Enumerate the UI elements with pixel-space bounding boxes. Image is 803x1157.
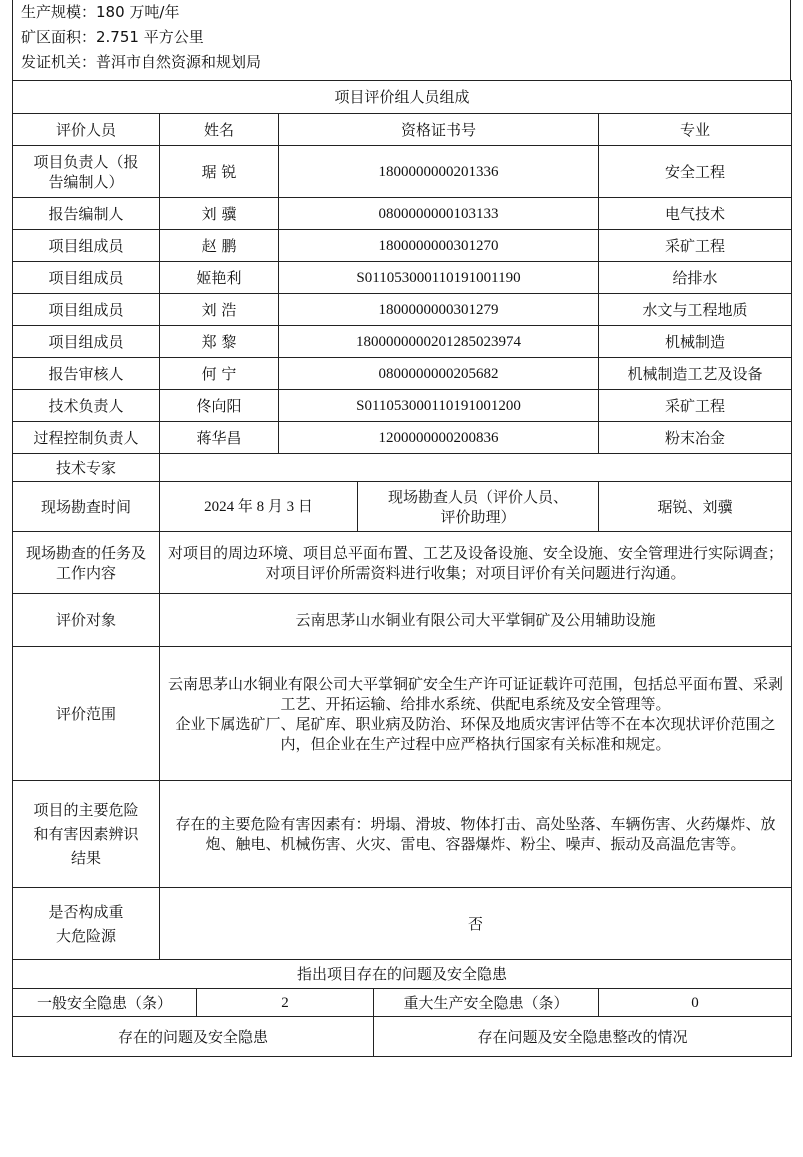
major-cell: 采矿工程	[599, 230, 792, 262]
issues-title: 指出项目存在的问题及安全隐患	[13, 960, 792, 989]
hazard-row	[13, 781, 792, 888]
major-cell: 电气技术	[599, 198, 792, 230]
major-hazard-label: 是否构成重大危险源	[13, 888, 160, 960]
general-hazard-count: 2	[197, 989, 374, 1017]
major-hazard-count-label: 重大生产安全隐患（条）	[374, 989, 599, 1017]
cert-cell: 1800000000201336	[279, 146, 599, 198]
issues-column-rectification: 存在问题及安全隐患整改的情况	[374, 1017, 792, 1057]
team-row	[13, 358, 792, 390]
name-cell: 赵 鹏	[160, 230, 279, 262]
issues-header-row	[13, 1017, 792, 1057]
eval-scope-paragraph: 云南思茅山水铜业有限公司大平掌铜矿安全生产许可证证载许可范围，包括总平面布置、采剥工艺、开拓运输、给排水系统、供配电系统及安全管理等。	[168, 674, 784, 713]
role-cell: 报告编制人	[13, 198, 160, 230]
license-info-block	[12, 0, 791, 80]
evaluation-table	[12, 80, 792, 1057]
team-row	[13, 262, 792, 294]
header-cert: 资格证书号	[279, 114, 599, 146]
role-cell: 报告审核人	[13, 358, 160, 390]
major-hazard-count: 0	[599, 989, 792, 1017]
survey-people-label: 现场勘查人员（评价人员、评价助理）	[358, 482, 599, 532]
major-cell: 机械制造	[599, 326, 792, 358]
cert-cell: 0800000000205682	[279, 358, 599, 390]
team-header-row	[13, 114, 792, 146]
header-major: 专业	[599, 114, 792, 146]
cert-cell: S011053000110191001190	[279, 262, 599, 294]
role-cell: 过程控制负责人	[13, 422, 160, 454]
cert-cell: S011053000110191001200	[279, 390, 599, 422]
team-title: 项目评价组人员组成	[13, 81, 792, 114]
name-cell: 刘 浩	[160, 294, 279, 326]
team-row	[13, 422, 792, 454]
major-cell: 采矿工程	[599, 390, 792, 422]
name-cell: 何 宁	[160, 358, 279, 390]
hazard-label: 项目的主要危险和有害因素辨识结果	[13, 781, 160, 888]
role-cell: 技术负责人	[13, 390, 160, 422]
team-row	[13, 326, 792, 358]
issues-column-problems: 存在的问题及安全隐患	[13, 1017, 374, 1057]
header-role: 评价人员	[13, 114, 160, 146]
issuing-authority: 发证机关：普洱市自然资源和规划局	[21, 53, 262, 71]
issues-count-row	[13, 989, 792, 1017]
expert-label: 技术专家	[13, 454, 160, 482]
survey-time-value: 2024 年 8 月 3 日	[160, 482, 358, 532]
name-cell: 刘 骥	[160, 198, 279, 230]
role-cell: 项目组成员	[13, 326, 160, 358]
survey-people-value: 琚锐、刘骥	[599, 482, 792, 532]
major-hazard-value: 否	[160, 888, 792, 960]
team-row	[13, 390, 792, 422]
general-hazard-label: 一般安全隐患（条）	[13, 989, 197, 1017]
survey-time-row	[13, 482, 792, 532]
role-cell: 项目负责人（报告编制人）	[13, 146, 160, 198]
eval-object-label: 评价对象	[13, 594, 160, 647]
name-cell: 郑 黎	[160, 326, 279, 358]
issues-title-row	[13, 960, 792, 989]
eval-object-row	[13, 594, 792, 647]
expert-value	[160, 454, 792, 482]
major-cell: 安全工程	[599, 146, 792, 198]
team-title-row	[13, 81, 792, 114]
name-cell: 蒋华昌	[160, 422, 279, 454]
mining-area: 矿区面积：2.751 平方公里	[21, 28, 204, 46]
eval-scope-row	[13, 647, 792, 781]
header-name: 姓名	[160, 114, 279, 146]
major-cell: 给排水	[599, 262, 792, 294]
hazard-value: 存在的主要危险有害因素有：坍塌、滑坡、物体打击、高处坠落、车辆伤害、火药爆炸、放炮、触电、机械伤害、火灾、雷电、容器爆炸、粉尘、噪声、振动及高温危害等。	[160, 781, 792, 888]
eval-scope-label: 评价范围	[13, 647, 160, 781]
team-row	[13, 198, 792, 230]
cert-cell: 1200000000200836	[279, 422, 599, 454]
survey-task-label: 现场勘查的任务及工作内容	[13, 532, 160, 594]
survey-task-value: 对项目的周边环境、项目总平面布置、工艺及设备设施、安全设施、安全管理进行实际调查；对项目评价所需资料进行收集；对项目评价有关问题进行沟通。	[160, 532, 792, 594]
major-cell: 粉末冶金	[599, 422, 792, 454]
role-cell: 项目组成员	[13, 230, 160, 262]
survey-task-row	[13, 532, 792, 594]
eval-scope-value	[160, 647, 792, 781]
major-cell: 水文与工程地质	[599, 294, 792, 326]
name-cell: 佟向阳	[160, 390, 279, 422]
production-scale: 生产规模：180 万吨/年	[21, 3, 180, 21]
team-row	[13, 294, 792, 326]
cert-cell: 1800000000201285023974	[279, 326, 599, 358]
major-cell: 机械制造工艺及设备	[599, 358, 792, 390]
team-row	[13, 146, 792, 198]
team-row	[13, 230, 792, 262]
cert-cell: 0800000000103133	[279, 198, 599, 230]
eval-scope-paragraph: 企业下属选矿厂、尾矿库、职业病及防治、环保及地质灾害评估等不在本次现状评价范围之内，但企业在生产过程中应严格执行国家有关标准和规定。	[175, 714, 776, 753]
role-cell: 项目组成员	[13, 262, 160, 294]
name-cell: 琚 锐	[160, 146, 279, 198]
name-cell: 姬艳利	[160, 262, 279, 294]
cert-cell: 1800000000301270	[279, 230, 599, 262]
eval-object-value: 云南思茅山水铜业有限公司大平掌铜矿及公用辅助设施	[160, 594, 792, 647]
role-cell: 项目组成员	[13, 294, 160, 326]
major-hazard-row	[13, 888, 792, 960]
cert-cell: 1800000000301279	[279, 294, 599, 326]
survey-time-label: 现场勘查时间	[13, 482, 160, 532]
expert-row	[13, 454, 792, 482]
